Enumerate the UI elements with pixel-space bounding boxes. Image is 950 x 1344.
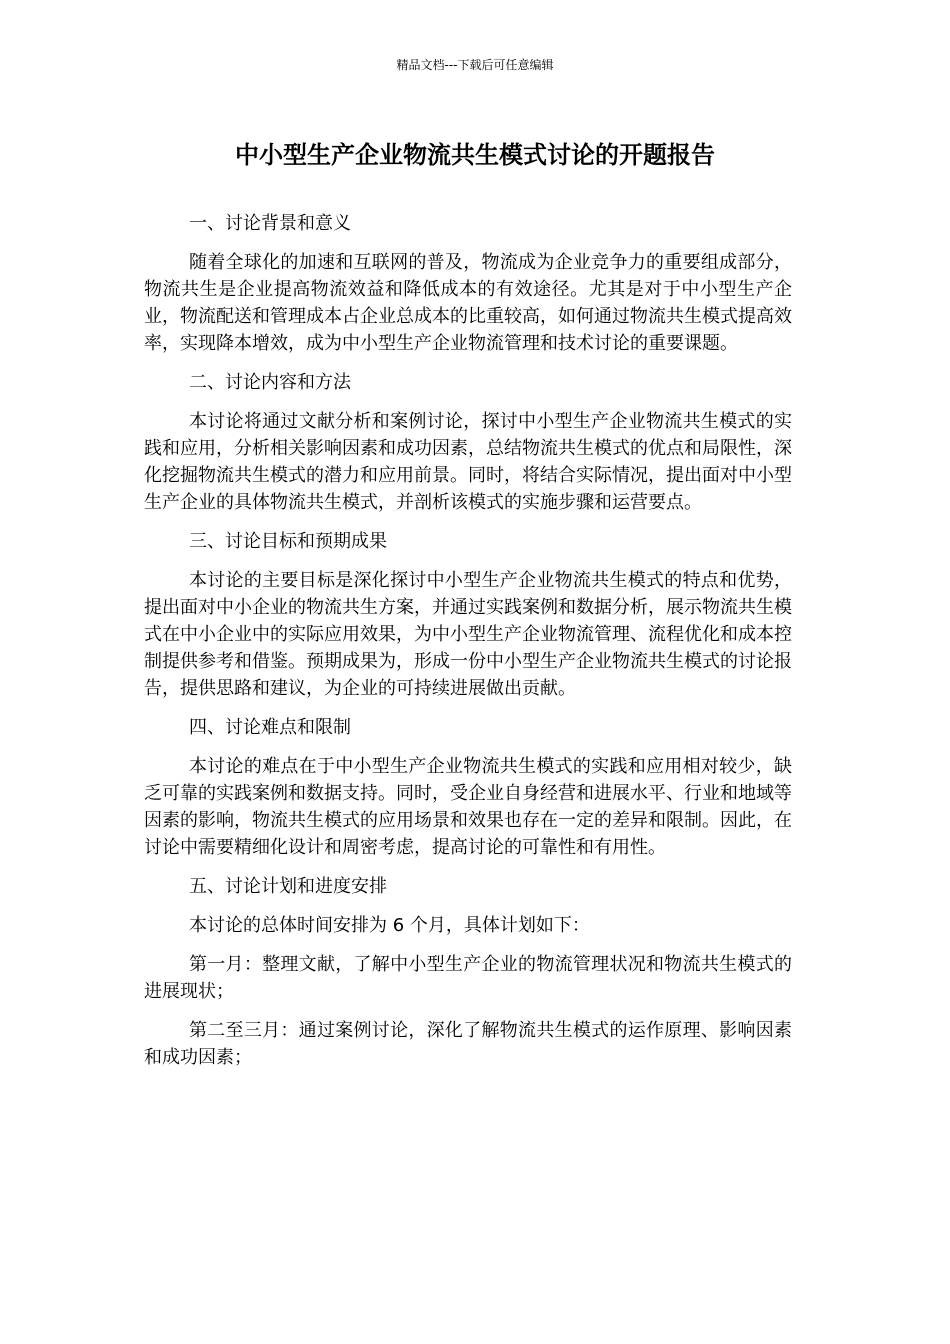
paragraph-goals: 本讨论的主要目标是深化探讨中小型生产企业物流共生模式的特点和优势，提出面对中小企业的物流共生方案，并通过实践案例和数据分析，展示物流共生模式在中小企业中的实际应用效果，为中小型生产企业物流管理、流程优化和成本控制提供参考和借鉴。预期成果为，形成一份中小型生产企业物流共生模式的讨论报告，提供思路和建议，为企业的可持续进展做出贡献。 [144, 570, 792, 699]
section-heading-content-methods: 二、讨论内容和方法 [189, 372, 351, 393]
paragraph-schedule-month-2-3: 第二至三月：通过案例讨论，深化了解物流共生模式的运作原理、影响因素和成功因素； [144, 1020, 792, 1068]
document-body [144, 210, 792, 1083]
document-title: 中小型生产企业物流共生模式讨论的开题报告 [235, 141, 715, 169]
section-heading-difficulties: 四、讨论难点和限制 [189, 717, 351, 738]
paragraph-schedule-intro: 本讨论的总体时间安排为 6 个月，具体计划如下： [189, 915, 590, 936]
paragraph-difficulties: 本讨论的难点在于中小型生产企业物流共生模式的实践和应用相对较少，缺乏可靠的实践案例和数据支持。同时，受企业自身经营和进展水平、行业和地域等因素的影响，物流共生模式的应用场景和效果也存在一定的差异和限制。因此，在讨论中需要精细化设计和周密考虑，提高讨论的可靠性和有用性。 [144, 756, 792, 858]
section-heading-goals: 三、讨论目标和预期成果 [189, 531, 387, 552]
paragraph-content-methods: 本讨论将通过文献分析和案例讨论，探讨中小型生产企业物流共生模式的实践和应用，分析相关影响因素和成功因素，总结物流共生模式的优点和局限性，深化挖掘物流共生模式的潜力和应用前景。同时，将结合实际情况，提出面对中小型生产企业的具体物流共生模式，并剖析该模式的实施步骤和运营要点。 [144, 411, 792, 513]
section-heading-background: 一、讨论背景和意义 [189, 213, 351, 234]
page-header-note: 精品文档---下载后可任意编辑 [396, 58, 554, 72]
paragraph-background: 随着全球化的加速和互联网的普及，物流成为企业竞争力的重要组成部分，物流共生是企业提高物流效益和降低成本的有效途径。尤其是对于中小型生产企业，物流配送和管理成本占企业总成本的比重较高，如何通过物流共生模式提高效率，实现降本增效，成为中小型生产企业物流管理和技术讨论的重要课题。 [144, 252, 792, 354]
section-heading-schedule: 五、讨论计划和进度安排 [189, 876, 387, 897]
paragraph-schedule-month-1: 第一月：整理文献，了解中小型生产企业的物流管理状况和物流共生模式的进展现状； [144, 954, 792, 1002]
